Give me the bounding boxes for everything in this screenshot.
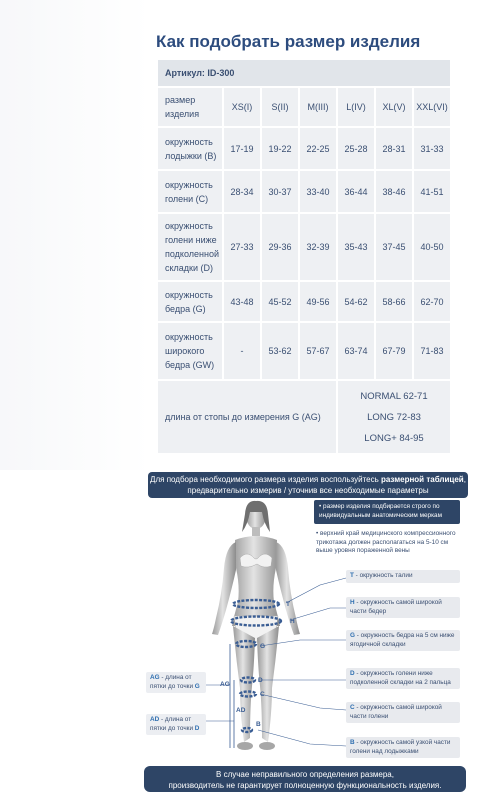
callout-h [346,597,460,618]
callout-d-letter: D [350,670,355,677]
table-cell: 35-43 [337,213,375,281]
table-cell: 71-83 [413,322,451,380]
figure-letter-b: B [256,721,261,728]
callout-t-text: - окружность талии [353,572,413,579]
size-header: XS(I) [223,87,261,127]
table-cell: 41-51 [413,170,451,213]
table-cell: 19-22 [261,127,299,170]
connector-c [260,694,346,710]
callout-ag-text: - длина от пятки до точки [150,674,195,690]
figure-letter-t: T [286,601,290,608]
table-cell: 63-74 [337,322,375,380]
row-label: окружность бедра (G) [157,281,223,322]
warning-line-1: В случае неправильного определения размера, [216,770,394,779]
table-cell: 31-33 [413,127,451,170]
instruction-bold: размерной таблицей [381,475,464,484]
instruction-text-1: Для подбора необходимого размера изделия воспользуйтесь [150,475,381,484]
table-cell: 49-56 [299,281,337,322]
note-anatomy: • размер изделия подбирается строго по индивидуальным анатомическим меркам [314,500,460,524]
table-cell: 28-34 [223,170,261,213]
callout-ad-text: - длина от пятки до точки [150,716,195,732]
table-cell: 33-40 [299,170,337,213]
row-label: окружность голени (C) [157,170,223,213]
size-header-label: размер изделия [157,87,223,127]
callout-d-text: - окружность голени ниже подколенной складки на 2 пальца [350,670,451,686]
callout-ag-letter2: G [194,682,200,690]
warning-banner [144,766,466,792]
callout-ad-letter: AD [150,716,160,723]
table-cell: 32-39 [299,213,337,281]
callout-t [346,570,460,583]
table-cell: 17-19 [223,127,261,170]
size-header: XL(V) [375,87,413,127]
callout-g-letter: G [350,632,355,639]
row-label: окружность широкого бедра (GW) [157,322,223,380]
table-cell: 40-50 [413,213,451,281]
length-label: длина от стопы до измерения G (AG) [157,380,337,454]
callout-d [346,668,460,689]
callout-ad-letter2: D [194,724,200,732]
callout-ag [146,672,206,693]
table-cell: 54-62 [337,281,375,322]
table-cell: 37-45 [375,213,413,281]
table-cell: 57-67 [299,322,337,380]
callout-h-text: - окружность самой широкой части бедер [350,599,442,615]
table-cell: 25-28 [337,127,375,170]
figure-letter-d: D [258,677,263,684]
table-cell: - [223,322,261,380]
connector-h [290,608,346,620]
table-cell: 45-52 [261,281,299,322]
table-cell: 30-37 [261,170,299,213]
size-header: S(II) [261,87,299,127]
callout-c-letter: C [350,704,355,711]
callout-ad [146,714,206,735]
callout-ag-letter: AG [150,674,160,681]
size-header: L(IV) [337,87,375,127]
table-cell: 58-66 [375,281,413,322]
figure-letter-g: G [260,643,266,650]
callout-b [346,737,460,758]
size-header: M(III) [299,87,337,127]
page-title: Как подобрать размер изделия [156,32,421,51]
article-label: Артикул: ID-300 [157,59,451,87]
table-cell: 27-33 [223,213,261,281]
table-cell: 28-31 [375,127,413,170]
connector-b [258,730,346,746]
table-cell: 43-48 [223,281,261,322]
note-upper-edge: • верхний край медицинского компрессионного трикотажа должен располагаться на 5-10 см выше уровня пораженной вены [316,530,456,555]
size-header: XXL(VI) [413,87,451,127]
length-long: LONG 72-83 [367,411,421,423]
row-label: окружность лодыжки (B) [157,127,223,170]
callout-c [346,702,460,723]
length-long-plus: LONG+ 84-95 [364,432,424,444]
table-cell: 29-36 [261,213,299,281]
length-normal: NORMAL 62-71 [360,390,428,402]
instruction-text-2: , предварительно измерив / уточнив все необходимые параметры [187,475,466,495]
callout-c-text: - окружность самой широкой части голени [350,704,442,720]
callout-b-text: - окружность самой узкой части голени над лодыжками [350,739,451,755]
callout-b-letter: B [350,739,355,746]
row-label: окружность голени ниже подколенной складки (D) [157,213,223,281]
table-cell: 22-25 [299,127,337,170]
callout-g-text: - окружность бедра на 5 см ниже ягодичной складки [350,632,455,648]
table-cell: 62-70 [413,281,451,322]
table-cell: 38-46 [375,170,413,213]
figure-letter-h: H [290,618,295,625]
table-cell: 36-44 [337,170,375,213]
connector-t [286,578,346,603]
figure-letter-ad: AD [236,707,246,714]
callout-h-letter: H [350,599,355,606]
figure-letter-ag: AG [220,681,230,688]
connector-g [260,640,346,646]
callout-t-letter: T [350,572,354,579]
figure-letter-c: C [260,691,265,698]
table-cell: 53-62 [261,322,299,380]
table-cell: 67-79 [375,322,413,380]
warning-line-2: производитель не гарантирует полноценную функциональность изделия. [168,781,442,790]
callout-g [346,630,460,651]
